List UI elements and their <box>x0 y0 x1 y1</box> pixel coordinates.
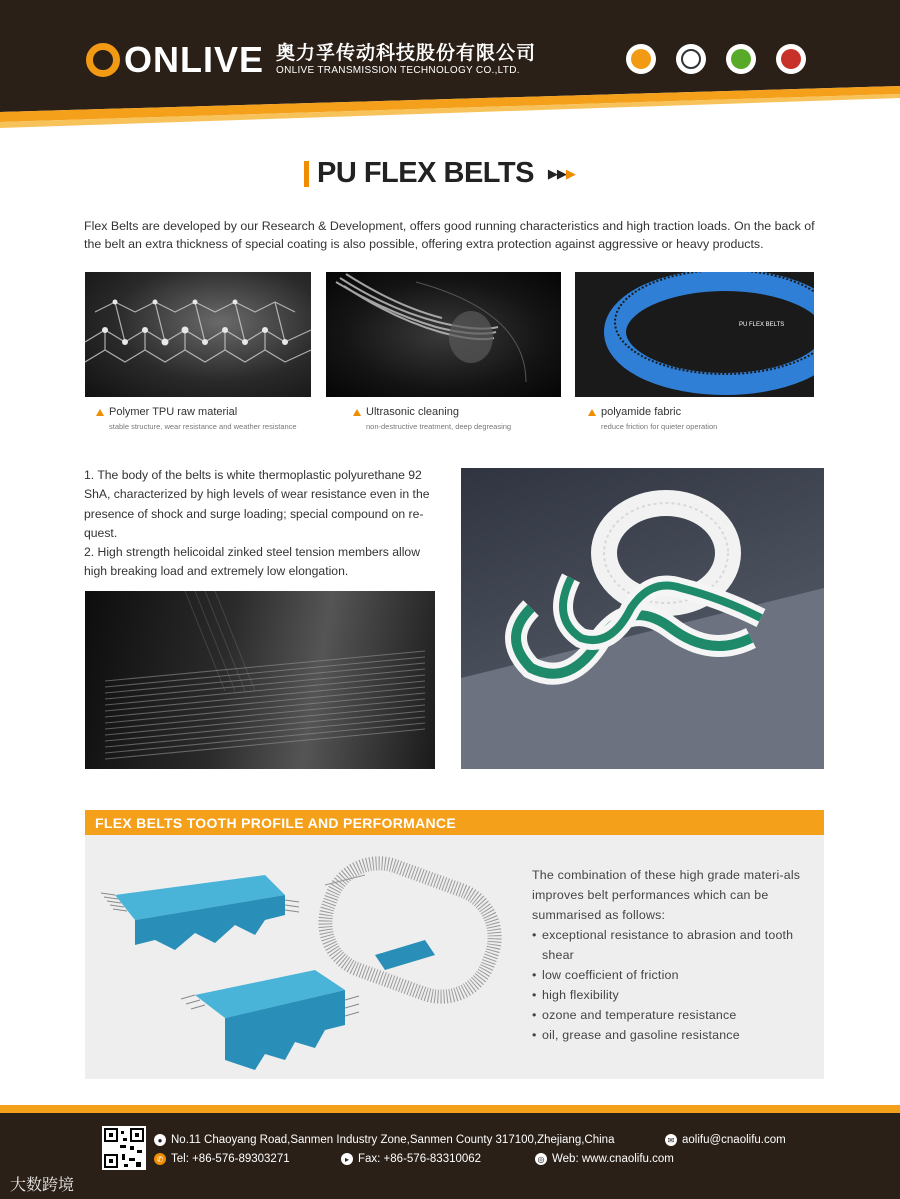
qr-code[interactable] <box>102 1126 146 1170</box>
company-logo <box>86 39 537 80</box>
performance-item: • exceptional resistance to abrasion and tooth shear <box>532 925 817 965</box>
cert-badge-4-icon <box>776 44 806 74</box>
feature-subtitle: non-destructive treatment, deep degreasing <box>366 422 512 431</box>
feature-title: polyamide fabric <box>601 406 682 418</box>
cert-badge-2-icon <box>676 44 706 74</box>
email-icon: ✉ <box>665 1134 677 1146</box>
triangle-icon <box>588 409 596 416</box>
title-accent-bar <box>304 161 309 187</box>
location-pin-icon: ● <box>154 1134 166 1146</box>
feature-title: Polymer TPU raw material <box>109 406 238 418</box>
page-title <box>304 157 575 190</box>
phone-icon: ✆ <box>154 1153 166 1165</box>
performance-panel <box>85 835 824 1079</box>
triangle-icon <box>353 409 361 416</box>
cert-badge-3-icon <box>726 44 756 74</box>
feature-subtitle: reduce friction for quieter operation <box>601 422 718 431</box>
triangle-icon <box>96 409 104 416</box>
logo-ring-icon <box>86 43 120 77</box>
performance-heading-band <box>85 810 824 835</box>
footer-tel: ✆ Tel: +86-576-89303271 <box>154 1153 290 1165</box>
belt-description <box>84 466 440 582</box>
polyamide-belt-photo <box>575 272 814 397</box>
steel-cord-roller-photo <box>85 591 435 769</box>
certification-badges <box>626 44 806 74</box>
footer-fax: ▸ Fax: +86-576-83310062 <box>341 1153 481 1165</box>
globe-icon: ◎ <box>535 1153 547 1165</box>
performance-item: • oil, grease and gasoline resistance <box>532 1025 817 1045</box>
footer-address: ● No.11 Chaoyang Road,Sanmen Industry Zone,Sanmen County 317100,Zhejiang,China <box>154 1134 614 1146</box>
performance-item: • low coefficient of friction <box>532 965 817 985</box>
fax-icon: ▸ <box>341 1153 353 1165</box>
feature-caption-1 <box>96 406 297 431</box>
performance-intro: The combination of these high grade materi-als improves belt performances which can be summarised as follows: <box>532 868 801 922</box>
performance-list <box>532 925 817 1045</box>
performance-heading: FLEX BELTS TOOTH PROFILE AND PERFORMANCE <box>95 815 456 831</box>
tpu-molecule-photo <box>85 272 311 397</box>
ultrasonic-cleaning-photo <box>326 272 561 397</box>
performance-item: • high flexibility <box>532 985 817 1005</box>
footer-email[interactable]: ✉ aolifu@cnaolifu.com <box>665 1134 786 1146</box>
white-belts-photo <box>461 468 824 769</box>
brand-name: ONLIVE <box>124 39 265 80</box>
description-point-1: 1. The body of the belts is white thermoplastic polyurethane 92 ShA, characterized by high levels of wear resistance even in the presence of shock and surge loading; special compound on re-quest. <box>84 468 430 540</box>
company-name-en: ONLIVE TRANSMISSION TECHNOLOGY CO.,LTD. <box>276 65 520 76</box>
feature-caption-3 <box>588 406 717 431</box>
performance-summary <box>532 865 817 1045</box>
triple-arrow-icon: ▶▶▶ <box>547 165 575 181</box>
description-point-2: 2. High strength helicoidal zinked steel tension members allow high breaking load and extremely low elongation. <box>84 545 421 579</box>
watermark: 大数跨境 <box>10 1177 75 1194</box>
page-header <box>0 0 900 130</box>
feature-title: Ultrasonic cleaning <box>366 406 459 418</box>
intro-paragraph: Flex Belts are developed by our Research & Development, offers good running characteristics and high traction loads. On the back of the belt an extra thickness of special coating is also possible, offering extra protection against aggressive or heavy products. <box>84 219 815 251</box>
tooth-profile-illustration <box>85 835 525 1079</box>
cert-badge-1-icon <box>626 44 656 74</box>
footer-web[interactable]: ◎ Web: www.cnaolifu.com <box>535 1153 674 1165</box>
company-name-cn: 奥力孚传动科技股份有限公司 <box>276 43 537 64</box>
performance-item: • ozone and temperature resistance <box>532 1005 817 1025</box>
feature-caption-2 <box>353 406 511 431</box>
feature-subtitle: stable structure, wear resistance and weather resistance <box>109 422 297 431</box>
belt-label: PU FLEX BELTS <box>739 322 785 328</box>
title-text: PU FLEX BELTS <box>317 157 534 189</box>
